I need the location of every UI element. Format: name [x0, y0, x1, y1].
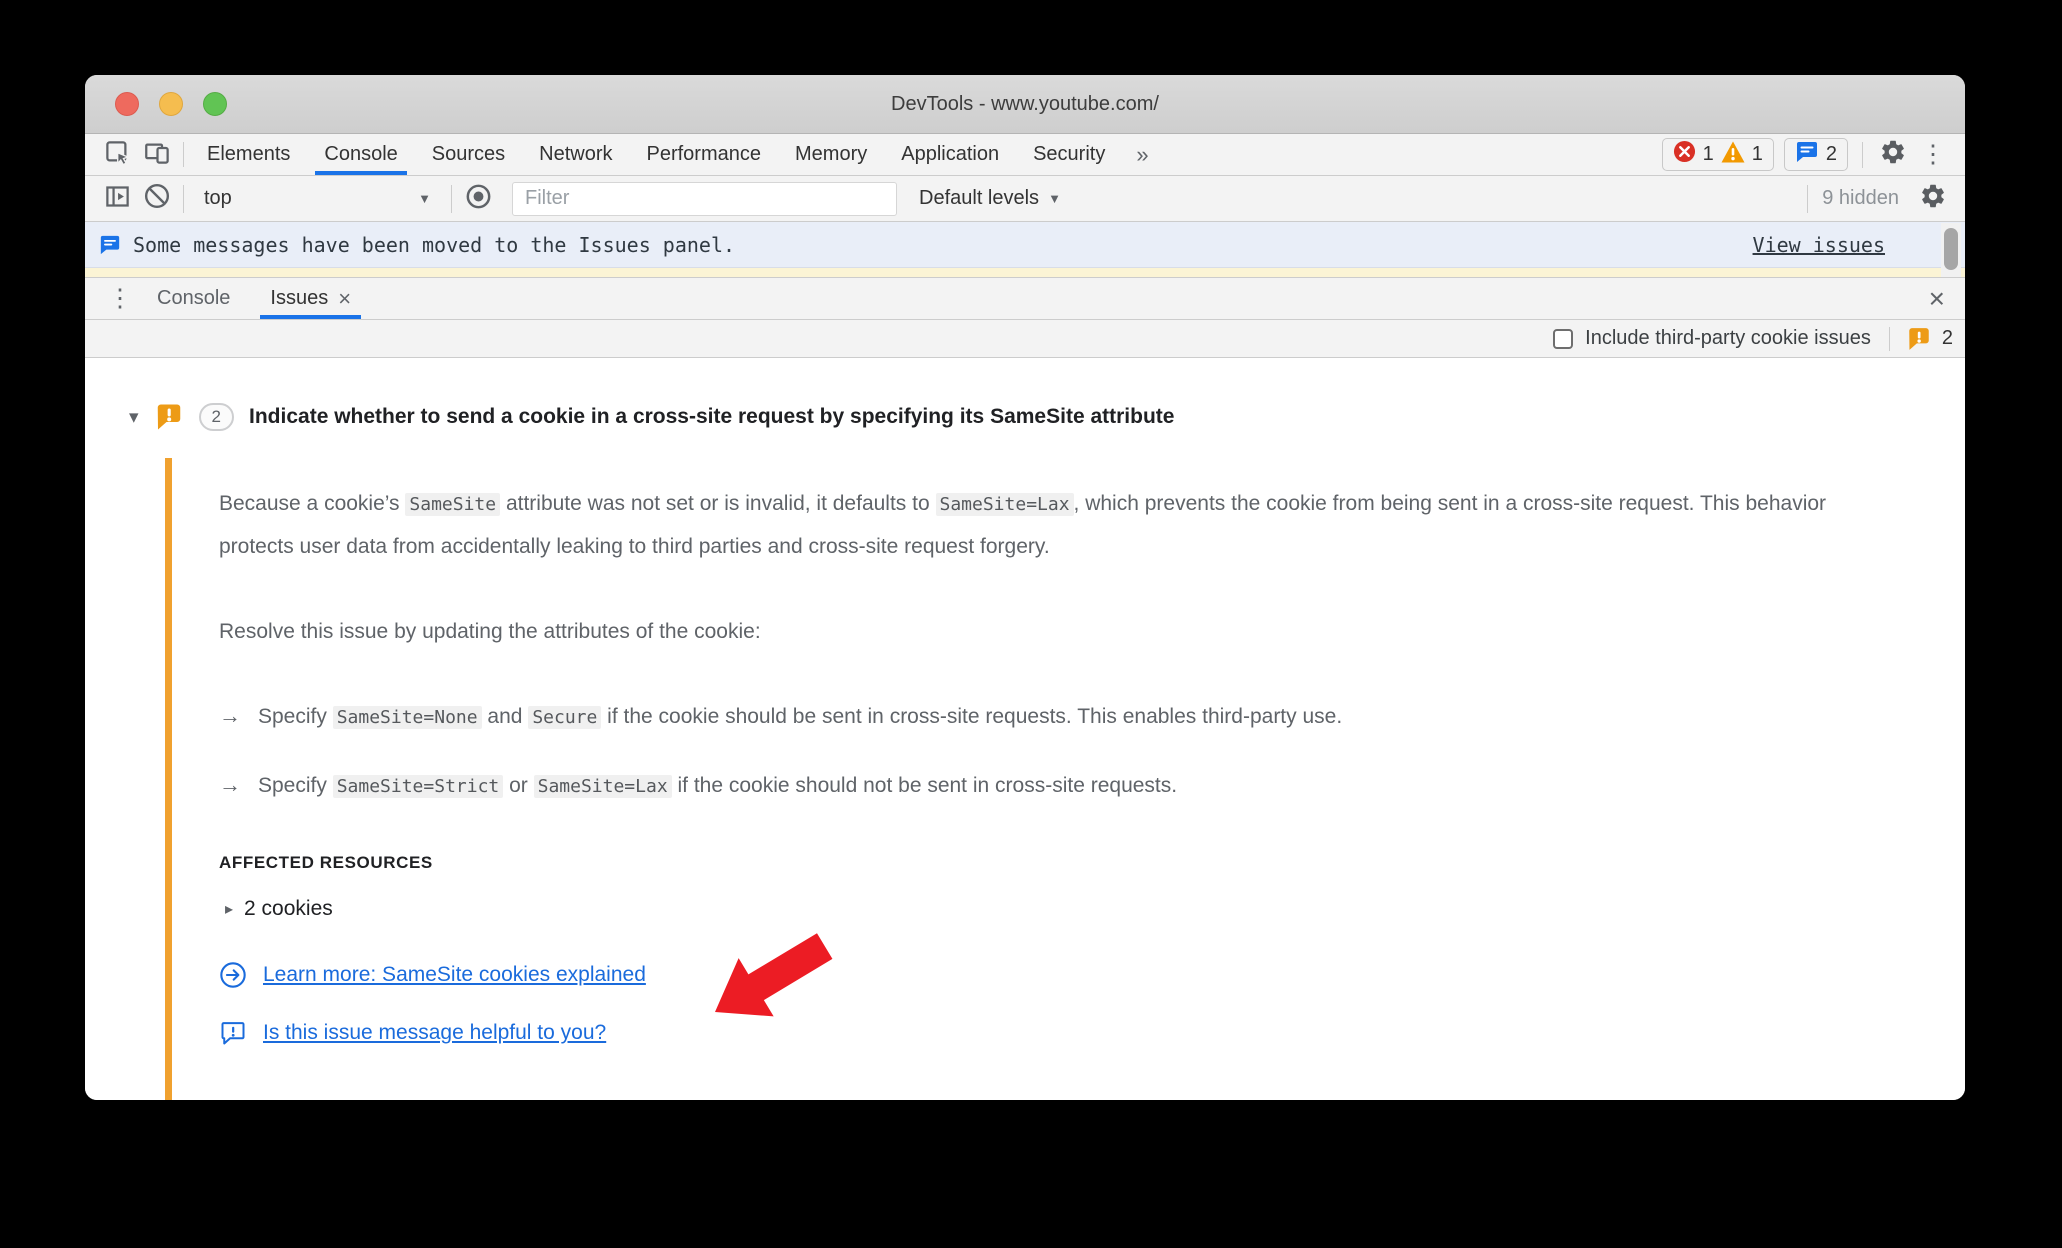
- close-icon: ×: [1928, 282, 1945, 314]
- more-tabs-button[interactable]: »: [1136, 141, 1149, 167]
- titlebar: [85, 75, 1965, 134]
- learn-more-link[interactable]: Learn more: SameSite cookies explained: [263, 963, 646, 987]
- zoom-window-button[interactable]: [203, 92, 227, 116]
- message-count: 2: [1825, 143, 1837, 165]
- drawer-menu-button[interactable]: [103, 278, 137, 319]
- minimize-window-button[interactable]: [159, 92, 183, 116]
- issues-count: 2: [1941, 327, 1953, 349]
- third-party-cookies-label: Include third-party cookie issues: [1585, 327, 1871, 349]
- issues-toolbar: [85, 320, 1965, 358]
- issue-description: Because a cookie’s SameSite attribute was not set or is invalid, it defaults to SameSite=Lax , which prevents the cookie from being sent in a cross-site request. This behavior protects user data from accidentally leaking to third parties and cross-site request forgery.: [219, 492, 1827, 559]
- message-bubble-icon: [99, 234, 121, 256]
- kebab-menu-icon: ⋮: [107, 284, 133, 312]
- scrollbar-thumb[interactable]: [1944, 228, 1958, 270]
- tab-security[interactable]: Security: [1033, 143, 1106, 165]
- sidebar-toggle-icon: [104, 183, 131, 215]
- resolution-text: Specify SameSite=Strict or SameSite=Lax if the cookie should not be sent in cross-site requests.: [258, 774, 1178, 798]
- close-drawer-button[interactable]: [1929, 278, 1965, 319]
- inspect-cursor-icon: [104, 139, 131, 171]
- settings-button[interactable]: [1873, 138, 1913, 171]
- traffic-lights: [115, 75, 227, 133]
- main-tabbar: [85, 134, 1965, 176]
- chevron-down-icon: ▼: [1048, 191, 1061, 206]
- feedback-row: [219, 1019, 1895, 1047]
- levels-label: Default levels: [919, 187, 1040, 209]
- warning-icon: [1721, 141, 1745, 169]
- tab-application[interactable]: Application: [901, 143, 1000, 165]
- create-live-expression-button[interactable]: [458, 183, 498, 215]
- view-issues-link[interactable]: View issues: [1752, 232, 1885, 257]
- tab-memory[interactable]: Memory: [795, 143, 868, 165]
- arrow-right-icon: →: [219, 772, 241, 798]
- drawer-tabbar: [85, 278, 1965, 320]
- tabbar-right: [1652, 134, 1965, 175]
- resolution-item: [219, 764, 1895, 807]
- console-toolbar-right: [1807, 176, 1953, 221]
- tab-network[interactable]: Network: [539, 143, 613, 165]
- chevron-down-icon: ▼: [418, 191, 431, 206]
- inspect-element-button[interactable]: [97, 134, 137, 175]
- show-console-sidebar-button[interactable]: [97, 183, 137, 215]
- filter-input[interactable]: [512, 182, 897, 216]
- error-icon: [1673, 140, 1696, 169]
- clear-console-button[interactable]: [137, 183, 177, 214]
- red-annotation-arrow: [695, 922, 860, 1035]
- affected-cookies-expander[interactable]: [219, 897, 1895, 921]
- feedback-bubble-icon: [219, 1019, 247, 1047]
- gear-icon: [1919, 182, 1947, 215]
- error-count: 1: [1702, 143, 1714, 165]
- close-tab-icon[interactable]: ×: [338, 285, 352, 311]
- tab-sources[interactable]: Sources: [431, 143, 506, 165]
- drawer-tab-issues-label: Issues: [270, 287, 329, 309]
- hidden-messages-count: 9 hidden: [1822, 187, 1899, 209]
- devtools-window: [85, 75, 1965, 1100]
- console-warning-row-sliver: [85, 268, 1965, 278]
- issue-warning-bubble-icon: [1906, 326, 1932, 352]
- messages-badge[interactable]: [1784, 138, 1848, 171]
- resolution-intro: Resolve this issue by updating the attributes of the cookie:: [219, 620, 761, 644]
- expand-open-icon[interactable]: ▾: [129, 406, 139, 428]
- drawer-tab-console[interactable]: Console: [157, 287, 231, 309]
- log-levels-select[interactable]: [919, 187, 1061, 210]
- divider: [1862, 142, 1863, 168]
- console-settings-button[interactable]: [1913, 182, 1953, 215]
- issue-title: Indicate whether to send a cookie in a cross-site request by specifying its SameSite attribute: [249, 405, 1175, 428]
- issue-header[interactable]: [85, 402, 1965, 432]
- toggle-device-toolbar-button[interactable]: [137, 134, 177, 175]
- console-info-bar: [85, 222, 1965, 268]
- affected-resources-heading: AFFECTED RESOURCES: [219, 853, 433, 873]
- divider: [183, 142, 184, 167]
- window-title: DevTools - www.youtube.com/: [891, 92, 1159, 115]
- drawer-tab-issues[interactable]: [250, 278, 371, 319]
- divider: [451, 185, 452, 213]
- learn-more-row: [219, 961, 1895, 989]
- third-party-cookies-checkbox[interactable]: [1553, 329, 1573, 349]
- message-bubble-icon: [1795, 140, 1819, 170]
- affected-cookies-label: 2 cookies: [244, 897, 333, 921]
- info-message: Some messages have been moved to the Issues panel.: [133, 232, 736, 257]
- ban-circle-icon: [144, 183, 170, 214]
- context-label: top: [204, 187, 232, 209]
- issues-panel-content: [85, 358, 1965, 1100]
- tab-console[interactable]: Console: [307, 134, 414, 175]
- divider: [1889, 327, 1890, 351]
- customize-devtools-button[interactable]: [1913, 142, 1953, 167]
- issue-warning-bubble-icon: [154, 402, 184, 432]
- errors-warnings-badge[interactable]: [1662, 138, 1774, 171]
- console-scrollbar[interactable]: [1941, 223, 1961, 277]
- open-link-circle-arrow-icon: [219, 961, 247, 989]
- kebab-menu-icon: ⋮: [1920, 140, 1946, 168]
- expand-collapsed-icon[interactable]: ▸: [225, 901, 234, 919]
- arrow-right-icon: →: [219, 703, 241, 729]
- tab-elements[interactable]: Elements: [207, 143, 291, 165]
- resolution-item: [219, 695, 1895, 738]
- feedback-link[interactable]: Is this issue message helpful to you?: [263, 1021, 607, 1045]
- issue-body: [165, 458, 1895, 1100]
- eye-icon: [465, 183, 492, 215]
- tab-performance[interactable]: Performance: [646, 143, 761, 165]
- device-toolbar-icon: [144, 139, 171, 171]
- close-window-button[interactable]: [115, 92, 139, 116]
- resolution-text: Specify SameSite=None and Secure if the cookie should be sent in cross-site requests. This enables third-party use.: [258, 705, 1343, 729]
- javascript-context-select[interactable]: [190, 176, 445, 221]
- issue-count-badge: 2: [199, 403, 234, 431]
- divider: [183, 185, 184, 213]
- warning-count: 1: [1751, 143, 1763, 165]
- gear-icon: [1879, 138, 1907, 171]
- divider: [1807, 185, 1808, 213]
- console-toolbar: [85, 176, 1965, 222]
